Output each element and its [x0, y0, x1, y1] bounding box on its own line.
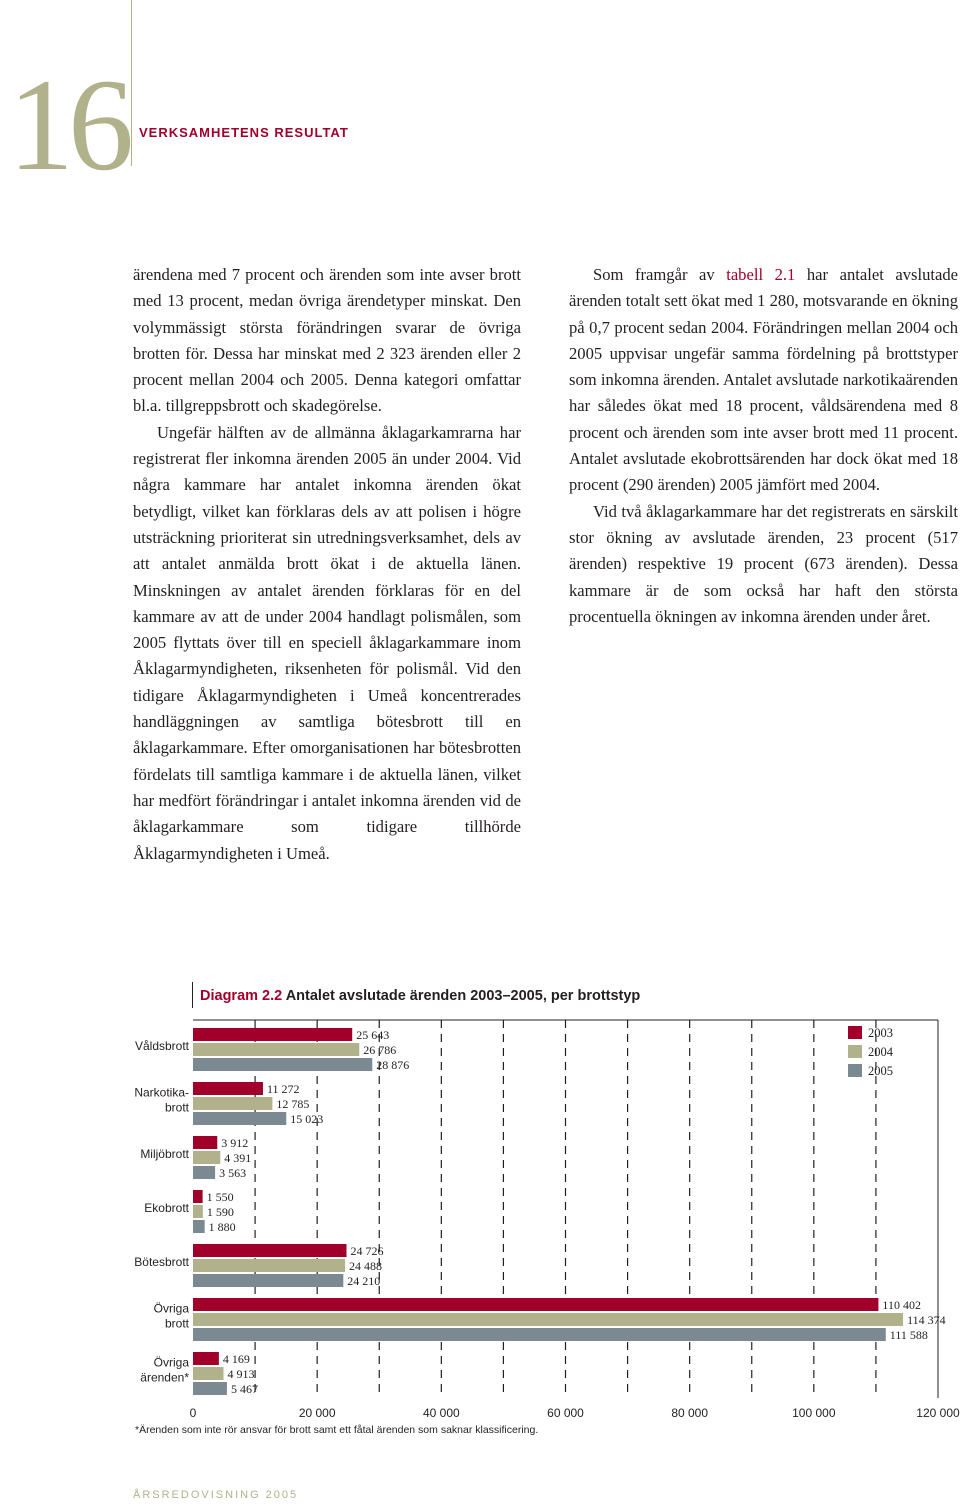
body-column-left [133, 262, 521, 867]
body-column-right [569, 262, 958, 630]
bar-chart [0, 1010, 960, 1420]
bar-2003 [193, 1136, 217, 1149]
category-label: ärenden* [140, 1370, 189, 1385]
bar-2003 [193, 1082, 263, 1095]
bar-2005 [193, 1058, 372, 1071]
paragraph [569, 262, 958, 499]
data-label: 24 726 [350, 1244, 384, 1258]
x-tick-label: 0 [189, 1406, 197, 1420]
bar-2005 [193, 1382, 227, 1395]
data-label: 26 786 [363, 1043, 397, 1057]
data-label: 5 467 [230, 1382, 258, 1396]
bar-2003 [193, 1298, 878, 1311]
category-label: Ekobrott [144, 1201, 189, 1215]
bar-2003 [193, 1244, 347, 1257]
data-label: 15 023 [290, 1112, 324, 1126]
legend-swatch-2003 [848, 1026, 862, 1039]
bar-2003 [193, 1190, 203, 1203]
bar-2004 [193, 1097, 272, 1110]
data-label: 25 643 [356, 1028, 390, 1042]
category-label: Narkotika- [134, 1085, 189, 1100]
bar-2004 [193, 1259, 345, 1272]
bar-2004 [193, 1151, 220, 1164]
chart-footnote: *Ärenden som inte rör ansvar för brott samt ett fåtal ärenden som saknar klassificering. [135, 1424, 539, 1436]
category-label: Bötesbrott [134, 1255, 189, 1269]
bar-2005 [193, 1112, 286, 1125]
paragraph-text: Som framgår av [593, 265, 727, 284]
legend-swatch-2004 [848, 1045, 862, 1058]
x-tick-label: 100 000 [792, 1406, 836, 1420]
bar-2005 [193, 1328, 886, 1341]
x-tick-label: 120 000 [916, 1406, 960, 1420]
data-label: 11 272 [266, 1082, 300, 1096]
x-tick-label: 60 000 [547, 1406, 584, 1420]
data-label: 24 488 [349, 1259, 383, 1273]
x-tick-label: 40 000 [422, 1406, 460, 1420]
data-label: 3 912 [221, 1136, 249, 1150]
category-label: brott [164, 1100, 189, 1115]
data-label: 1 550 [206, 1190, 234, 1204]
chart-title-ref: Diagram 2.2 [200, 988, 283, 1004]
header-rule [131, 0, 132, 166]
paragraph: ärendena med 7 procent och ärenden som inte avser brott med 13 procent, medan övriga ärendetyper minskat. Den volymmässigt största förändringen svarar de övriga brotten för. Dessa har minskat med 2 323 ärenden eller 2 procent mellan 2004 och 2005. Denna kategori omfattar bl.a. tillgreppsbrott och skadegörelse. [133, 265, 521, 416]
data-label: 4 391 [224, 1151, 252, 1165]
data-label: 1 880 [208, 1220, 236, 1234]
legend-swatch-2005 [848, 1064, 862, 1077]
bar-2004 [193, 1313, 903, 1326]
data-label: 28 876 [376, 1058, 410, 1072]
section-title: VERKSAMHETENS RESULTAT [139, 125, 349, 140]
data-label: 1 590 [206, 1205, 234, 1219]
legend-label: 2003 [868, 1026, 893, 1040]
category-label: Övriga [153, 1301, 189, 1316]
category-label: Våldsbrott [134, 1039, 189, 1053]
bar-2005 [193, 1166, 215, 1179]
data-label: 4 169 [222, 1352, 250, 1366]
category-label: Övriga [153, 1355, 189, 1370]
paragraph: Vid två åklagarkammare har det registrerats en särskilt stor ökning av avslutade ärenden, 23 procent (517 ärenden) respektive 19 procent (673 ärenden). Dessa kammare är de som också har haft den största procentuella ökningen av inkomna ärenden under året. [569, 501, 958, 626]
bar-2003 [193, 1028, 352, 1041]
chart-title-rule [192, 982, 193, 1008]
category-label: Miljöbrott [140, 1147, 189, 1161]
data-label: 24 210 [347, 1274, 381, 1288]
bar-2004 [193, 1043, 359, 1056]
x-tick-label: 80 000 [671, 1406, 709, 1420]
legend-label: 2005 [868, 1064, 893, 1078]
data-label: 114 374 [907, 1313, 946, 1327]
bar-2005 [193, 1220, 205, 1233]
legend-label: 2004 [868, 1045, 893, 1059]
bar-2004 [193, 1367, 224, 1380]
chart-title [200, 988, 640, 1004]
data-label: 4 913 [227, 1367, 255, 1381]
x-tick-label: 20 000 [298, 1406, 336, 1420]
table-reference-link[interactable]: tabell 2.1 [726, 265, 796, 284]
bar-2005 [193, 1274, 343, 1287]
data-label: 12 785 [276, 1097, 310, 1111]
data-label: 111 588 [889, 1328, 928, 1342]
category-label: brott [164, 1316, 189, 1331]
paragraph: Ungefär hälften av de allmänna åklagarkamrarna har registrerat fler inkomna ärenden 2005 än under 2004. Vid några kammare har antalet inkomna ärenden ökat betydligt, vilket kan förklaras dels av att polisen i högre utsträckning prioriterat sin utredningsverksamhet, dels av att antalet anmälda brott ökat i de aktuella länen. Minskningen av antalet ärenden förklaras för en del kammare av att de under 2004 handlagt polismålen, som 2005 flyttats över till en speciell åklagarkammare inom Åklagarmyndigheten, riksenheten för polismål. Vid den tidigare Åklagarmyndigheten i Umeå koncentrerades handläggningen av samtliga bötesbrott till en åklagarkammare. Efter omorganisationen har bötesbrotten fördelats till samtliga kammare i de aktuella länen, vilket har medfört förändringar i antalet inkomna ärenden vid de åklagarkammare som tidigare tillhörde Åklagarmyndigheten i Umeå. [133, 422, 521, 863]
data-label: 110 402 [882, 1298, 921, 1312]
chart-title-text: Antalet avslutade ärenden 2003–2005, per brottstyp [282, 988, 641, 1004]
bar-2003 [193, 1352, 219, 1365]
bar-2004 [193, 1205, 203, 1218]
paragraph-text: har antalet avslutade ärenden totalt sett ökat med 1 280, motsvarande en ökning på 0,7 procent sedan 2004. Förändringen mellan 2004 och 2005 uppvisar ungefär samma fördelning på brottstyper som inkomna ärenden. Antalet avslutade narkotikaärenden har således ökat med 18 procent, våldsärendena med 8 procent och ärenden som inte avser brott med 11 procent. Antalet avslutade ekobrottsärenden har dock ökat med 18 procent (290 ärenden) 2005 jämfört med 2004. [569, 265, 959, 495]
page-footer: ÅRSREDOVISNING 2005 [133, 1489, 299, 1501]
page-number: 16 [8, 51, 128, 198]
data-label: 3 563 [219, 1166, 247, 1180]
